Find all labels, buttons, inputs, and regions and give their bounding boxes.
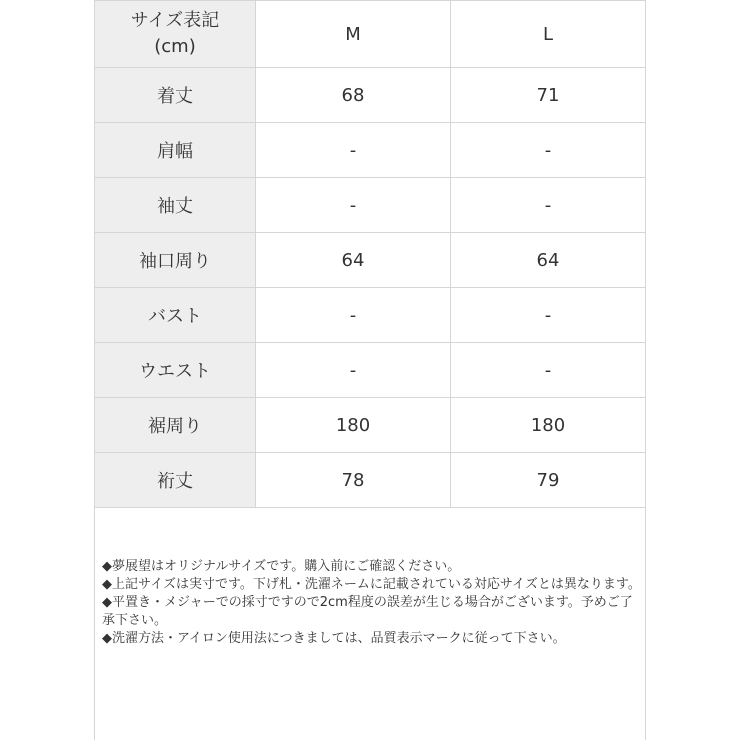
value-l: - (451, 288, 646, 343)
size-table (94, 0, 646, 508)
value-m: - (256, 343, 451, 398)
size-header-l: L (451, 1, 646, 68)
value-m: 64 (256, 233, 451, 288)
value-m: 180 (256, 398, 451, 453)
value-m: 78 (256, 453, 451, 508)
value-m: - (256, 178, 451, 233)
row-label: ウエスト (95, 343, 256, 398)
size-label-header-cell (95, 1, 256, 68)
table-row (95, 398, 646, 453)
size-label-unit: (cm) (154, 36, 196, 57)
value-l: 64 (451, 233, 646, 288)
value-l: 71 (451, 68, 646, 123)
size-label-title: サイズ表記 (130, 10, 220, 31)
value-m: - (256, 123, 451, 178)
note-original-size: ◆夢展望はオリジナルサイズです。購入前にご確認ください。 (102, 559, 461, 574)
table-row (95, 68, 646, 123)
table-row (95, 178, 646, 233)
note-measurement-error: ◆平置き・メジャーでの採寸ですので2cm程度の誤差が生じる場合がございます。予めご了承下さい。 (102, 595, 633, 628)
note-washing-instructions: ◆洗濯方法・アイロン使用法につきましては、品質表示マークに従って下さい。 (102, 631, 566, 646)
table-row (95, 288, 646, 343)
size-notes (102, 558, 642, 648)
table-row (95, 123, 646, 178)
table-header-row (95, 1, 646, 68)
table-row (95, 453, 646, 508)
row-label: 袖丈 (95, 178, 256, 233)
row-label: 裾周り (95, 398, 256, 453)
table-row (95, 233, 646, 288)
row-label: バスト (95, 288, 256, 343)
value-l: 180 (451, 398, 646, 453)
row-label: 着丈 (95, 68, 256, 123)
row-label: 裄丈 (95, 453, 256, 508)
size-header-m: M (256, 1, 451, 68)
value-l: - (451, 178, 646, 233)
row-label: 肩幅 (95, 123, 256, 178)
value-m: 68 (256, 68, 451, 123)
row-label: 袖口周り (95, 233, 256, 288)
table-row (95, 343, 646, 398)
note-actual-measurement: ◆上記サイズは実寸です。下げ札・洗濯ネームに記載されている対応サイズとは異なります。 (102, 577, 641, 592)
value-m: - (256, 288, 451, 343)
value-l: 79 (451, 453, 646, 508)
value-l: - (451, 123, 646, 178)
value-l: - (451, 343, 646, 398)
